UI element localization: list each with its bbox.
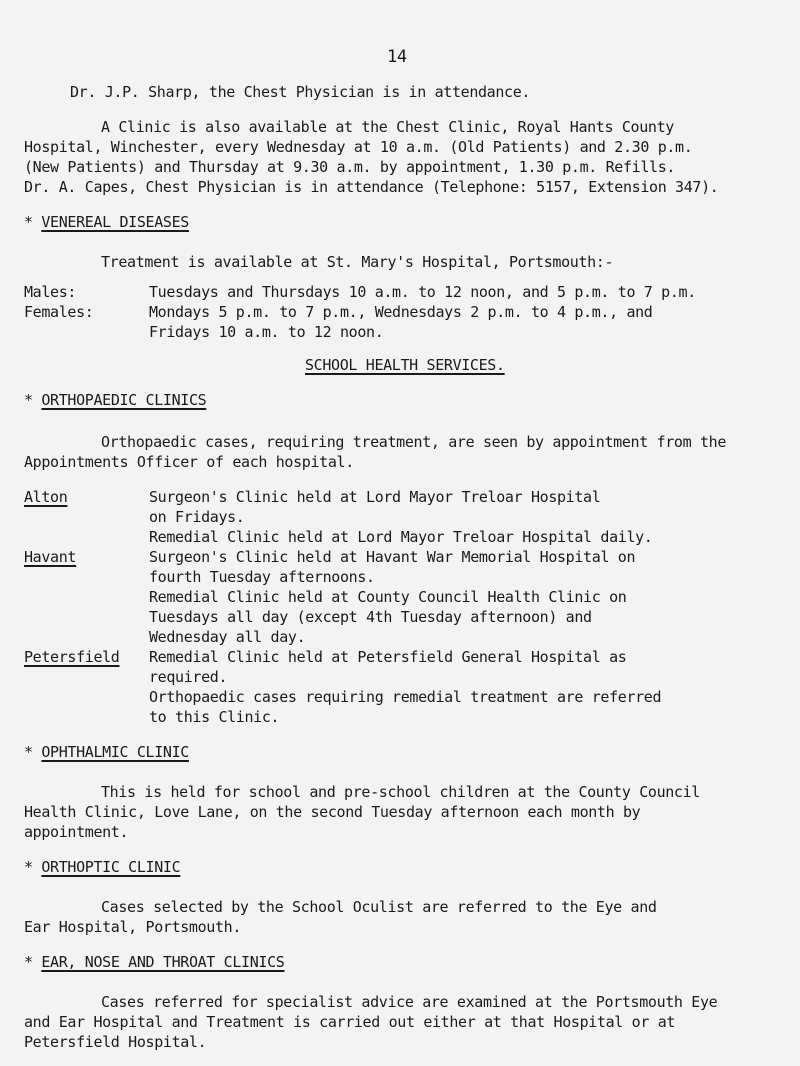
asterisk-marker: *	[24, 743, 42, 761]
clinic-detail-line: on Fridays.	[149, 508, 245, 526]
orthoptic-para-line: Ear Hospital, Portsmouth.	[24, 918, 242, 936]
section-heading: EAR, NOSE AND THROAT CLINICS	[41, 953, 285, 971]
chest-para-line: Dr. A. Capes, Chest Physician is in attendance (Telephone: 5157, Extension 347).	[24, 178, 719, 196]
asterisk-marker: *	[24, 213, 42, 231]
school-health-title: SCHOOL HEALTH SERVICES.	[305, 356, 505, 374]
males-schedule: Tuesdays and Thursdays 10 a.m. to 12 noon, and 5 p.m. to 7 p.m.	[149, 283, 696, 301]
page-number: 14	[387, 47, 407, 67]
clinic-detail-line: Surgeon's Clinic held at Havant War Memorial Hospital on	[149, 548, 636, 566]
ophthalmic-para-line: This is held for school and pre-school children at the County Council	[101, 783, 700, 801]
females-schedule: Fridays 10 a.m. to 12 noon.	[149, 323, 384, 341]
males-label: Males:	[24, 283, 77, 301]
clinic-detail-line: Remedial Clinic held at Petersfield General Hospital as	[149, 648, 627, 666]
females-schedule: Mondays 5 p.m. to 7 p.m., Wednesdays 2 p.m. to 4 p.m., and	[149, 303, 653, 321]
clinic-detail-line: required.	[149, 668, 228, 686]
clinic-detail-line: Orthopaedic cases requiring remedial treatment are referred	[149, 688, 662, 706]
clinic-detail-line: Surgeon's Clinic held at Lord Mayor Treloar Hospital	[149, 488, 601, 506]
chest-physician-line: Dr. J.P. Sharp, the Chest Physician is in attendance.	[70, 83, 531, 101]
asterisk-marker: *	[24, 953, 42, 971]
orthopaedic-intro: Appointments Officer of each hospital.	[24, 453, 354, 471]
clinic-detail-line: Tuesdays all day (except 4th Tuesday afternoon) and	[149, 608, 592, 626]
section-heading: VENEREAL DISEASES	[41, 213, 189, 231]
venereal-intro: Treatment is available at St. Mary's Hospital, Portsmouth:-	[101, 253, 614, 271]
chest-para-line: (New Patients) and Thursday at 9.30 a.m. by appointment, 1.30 p.m. Refills.	[24, 158, 676, 176]
clinic-detail-line: Remedial Clinic held at County Council Health Clinic on	[149, 588, 627, 606]
section-heading: OPHTHALMIC CLINIC	[41, 743, 189, 761]
ent-para-line: Cases referred for specialist advice are examined at the Portsmouth Eye	[101, 993, 718, 1011]
place-label-havant: Havant	[24, 548, 77, 566]
chest-para-line: A Clinic is also available at the Chest Clinic, Royal Hants County	[101, 118, 674, 136]
asterisk-marker: *	[24, 858, 42, 876]
ent-para-line: Petersfield Hospital.	[24, 1033, 207, 1051]
orthoptic-heading	[24, 857, 180, 877]
ent-para-line: and Ear Hospital and Treatment is carried out either at that Hospital or at	[24, 1013, 676, 1031]
females-label: Females:	[24, 303, 94, 321]
clinic-detail-line: to this Clinic.	[149, 708, 280, 726]
clinic-detail-line: fourth Tuesday afternoons.	[149, 568, 375, 586]
section-heading: ORTHOPAEDIC CLINICS	[41, 391, 207, 409]
clinic-detail-line: Wednesday all day.	[149, 628, 306, 646]
ophthalmic-para-line: appointment.	[24, 823, 129, 841]
venereal-heading	[24, 212, 189, 232]
orthoptic-para-line: Cases selected by the School Oculist are referred to the Eye and	[101, 898, 657, 916]
asterisk-marker: *	[24, 391, 42, 409]
place-label-alton: Alton	[24, 488, 68, 506]
orthopaedic-heading	[24, 390, 206, 410]
ent-heading	[24, 952, 284, 972]
ophthalmic-heading	[24, 742, 189, 762]
orthopaedic-intro: Orthopaedic cases, requiring treatment, are seen by appointment from the	[101, 433, 727, 451]
clinic-detail-line: Remedial Clinic held at Lord Mayor Treloar Hospital daily.	[149, 528, 653, 546]
place-label-petersfield: Petersfield	[24, 648, 120, 666]
ophthalmic-para-line: Health Clinic, Love Lane, on the second Tuesday afternoon each month by	[24, 803, 641, 821]
chest-para-line: Hospital, Winchester, every Wednesday at 10 a.m. (Old Patients) and 2.30 p.m.	[24, 138, 693, 156]
section-heading: ORTHOPTIC CLINIC	[41, 858, 181, 876]
